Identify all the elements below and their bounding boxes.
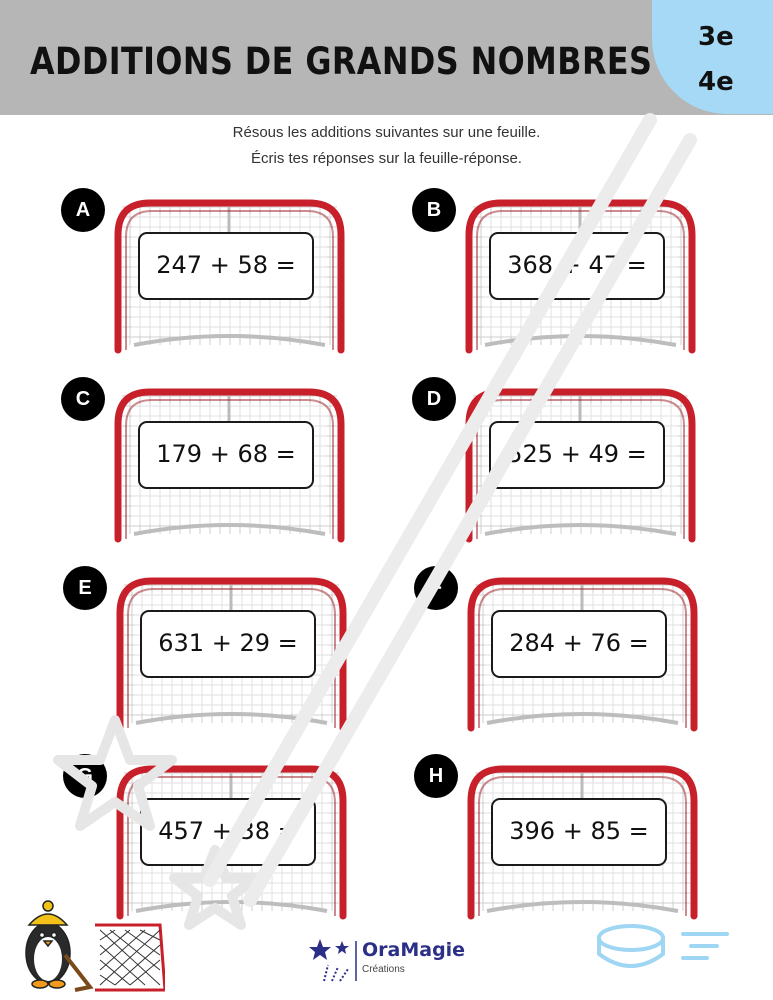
grade-line-2: 4e xyxy=(698,67,734,97)
equation-box: 284 + 76 = xyxy=(491,610,667,678)
problem-letter-f: F xyxy=(414,566,458,610)
goal-card-b xyxy=(463,195,698,355)
goal-card-c xyxy=(112,384,347,544)
hockey-puck-icon xyxy=(595,920,735,980)
instruction-line-1: Résous les additions suivantes sur une feuille. xyxy=(232,124,541,141)
brand-logo xyxy=(308,935,478,985)
problem-letter-b: B xyxy=(412,188,456,232)
equation-box: 525 + 49 = xyxy=(489,421,665,489)
page-title: ADDITIONS DE GRANDS NOMBRES xyxy=(30,40,653,83)
problem-letter-e: E xyxy=(63,566,107,610)
equation-box: 368 + 47 = xyxy=(489,232,665,300)
problem-letter-a: A xyxy=(61,188,105,232)
instruction-line-2: Écris tes réponses sur la feuille-réponse. xyxy=(251,150,522,167)
brand-sub: Créations xyxy=(362,964,405,975)
equation-box: 457 + 38 = xyxy=(140,798,316,866)
goal-card-d xyxy=(463,384,698,544)
stars-logo-icon xyxy=(308,935,360,985)
problem-letter-d: D xyxy=(412,377,456,421)
problem-letter-c: C xyxy=(61,377,105,421)
brand-name: OraMagie xyxy=(362,939,466,961)
goal-card-h xyxy=(465,761,700,921)
problem-letter-h: H xyxy=(414,754,458,798)
penguin-hockey-icon xyxy=(15,895,165,995)
goal-card-e xyxy=(114,573,349,733)
problem-letter-g: G xyxy=(63,754,107,798)
equation-box: 631 + 29 = xyxy=(140,610,316,678)
goal-card-a xyxy=(112,195,347,355)
equation-box: 179 + 68 = xyxy=(138,421,314,489)
grade-line-1: 3e xyxy=(698,22,734,52)
equation-box: 247 + 58 = xyxy=(138,232,314,300)
equation-box: 396 + 85 = xyxy=(491,798,667,866)
goal-card-f xyxy=(465,573,700,733)
